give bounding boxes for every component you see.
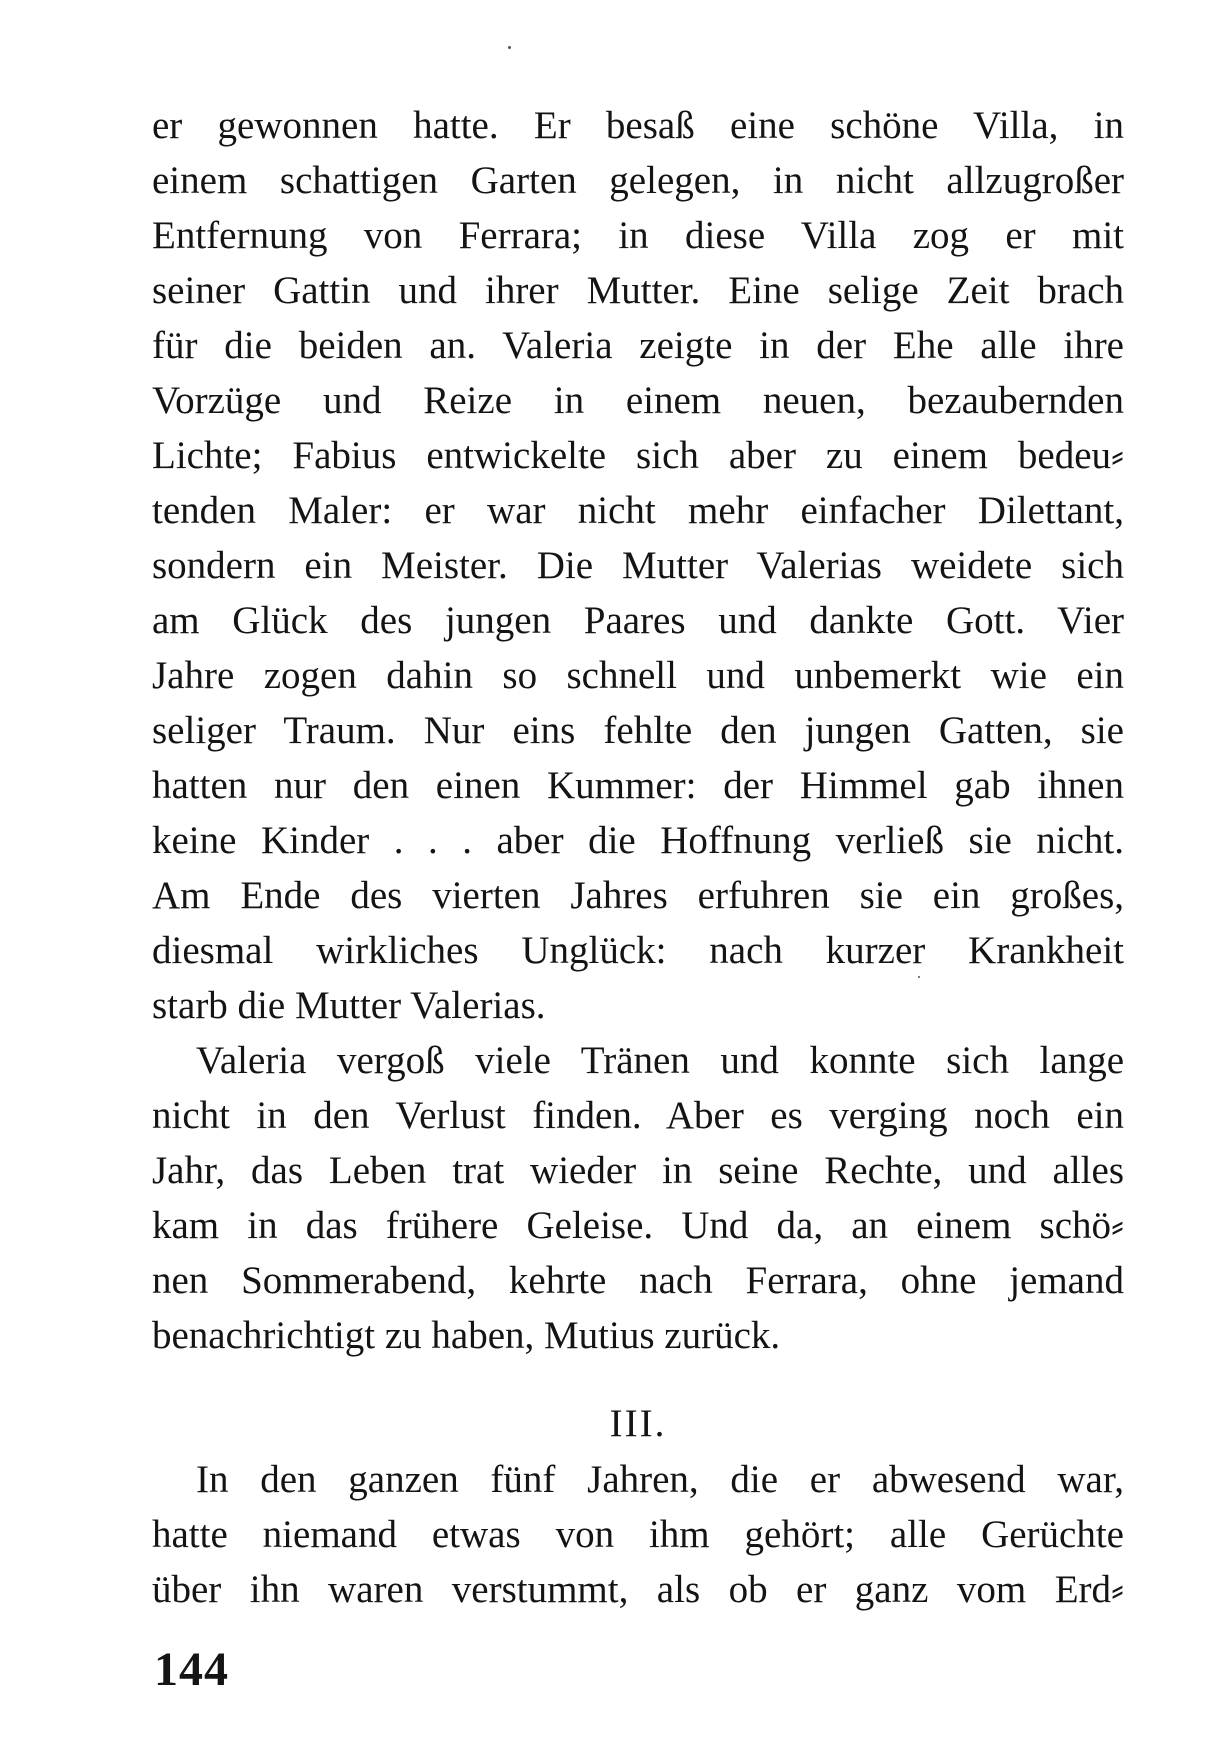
paragraph-1: [152, 98, 1124, 1050]
text-line: Jahr, das Leben trat wieder in seine Rechte, und alles: [152, 1149, 1124, 1192]
text-line: für die beiden an. Valeria zeigte in der Ehe alle ihre: [152, 324, 1124, 367]
text-line: seiner Gattin und ihrer Mutter. Eine selige Zeit brach: [152, 269, 1124, 312]
section-heading: III.: [609, 1402, 667, 1445]
text-line: nen Sommerabend, kehrte nach Ferrara, ohne jemand: [152, 1259, 1124, 1302]
text-line: sondern ein Meister. Die Mutter Valerias weidete sich: [152, 544, 1124, 587]
text-line: einem schattigen Garten gelegen, in nicht allzugroßer: [152, 159, 1124, 202]
text-line: diesmal wirkliches Unglück: nach kurzer Krankheit: [152, 929, 1124, 972]
paragraph-2: [152, 1033, 1124, 1373]
text-line: starb die Mutter Valerias.: [152, 984, 546, 1027]
text-line: keine Kinder . . . aber die Hoffnung verließ sie nicht.: [152, 819, 1124, 862]
text-line: er gewonnen hatte. Er besaß eine schöne Villa, in: [152, 104, 1124, 147]
scan-speck: [508, 46, 511, 49]
text-line: tenden Maler: er war nicht mehr einfacher Dilettant,: [152, 489, 1124, 532]
page-number: 144: [154, 1643, 229, 1696]
text-line: Vorzüge und Reize in einem neuen, bezaubernden: [152, 379, 1124, 422]
text-line: benachrichtigt zu haben, Mutius zurück.: [152, 1314, 781, 1357]
text-line: Lichte; Fabius entwickelte sich aber zu einem bedeu⸗: [152, 434, 1124, 477]
text-line: Am Ende des vierten Jahres erfuhren sie ein großes,: [152, 874, 1124, 917]
text-line: seliger Traum. Nur eins fehlte den jungen Gatten, sie: [152, 709, 1124, 752]
text-line: nicht in den Verlust finden. Aber es verging noch ein: [152, 1094, 1124, 1137]
text-line: am Glück des jungen Paares und dankte Gott. Vier: [152, 599, 1124, 642]
text-line: kam in das frühere Geleise. Und da, an einem schö⸗: [152, 1204, 1124, 1247]
text-line: hatte niemand etwas von ihm gehört; alle Gerüchte: [152, 1513, 1124, 1556]
text-line: hatten nur den einen Kummer: der Himmel gab ihnen: [152, 764, 1124, 807]
text-line: Entfernung von Ferrara; in diese Villa zog er mit: [152, 214, 1124, 257]
text-line: über ihn waren verstummt, als ob er ganz vom Erd⸗: [152, 1568, 1124, 1611]
paragraph-3: [152, 1452, 1124, 1622]
text-line: Jahre zogen dahin so schnell und unbemerkt wie ein: [152, 654, 1124, 697]
text-line: In den ganzen fünf Jahren, die er abwesend war,: [196, 1458, 1124, 1501]
text-line: Valeria vergoß viele Tränen und konnte sich lange: [196, 1039, 1124, 1082]
